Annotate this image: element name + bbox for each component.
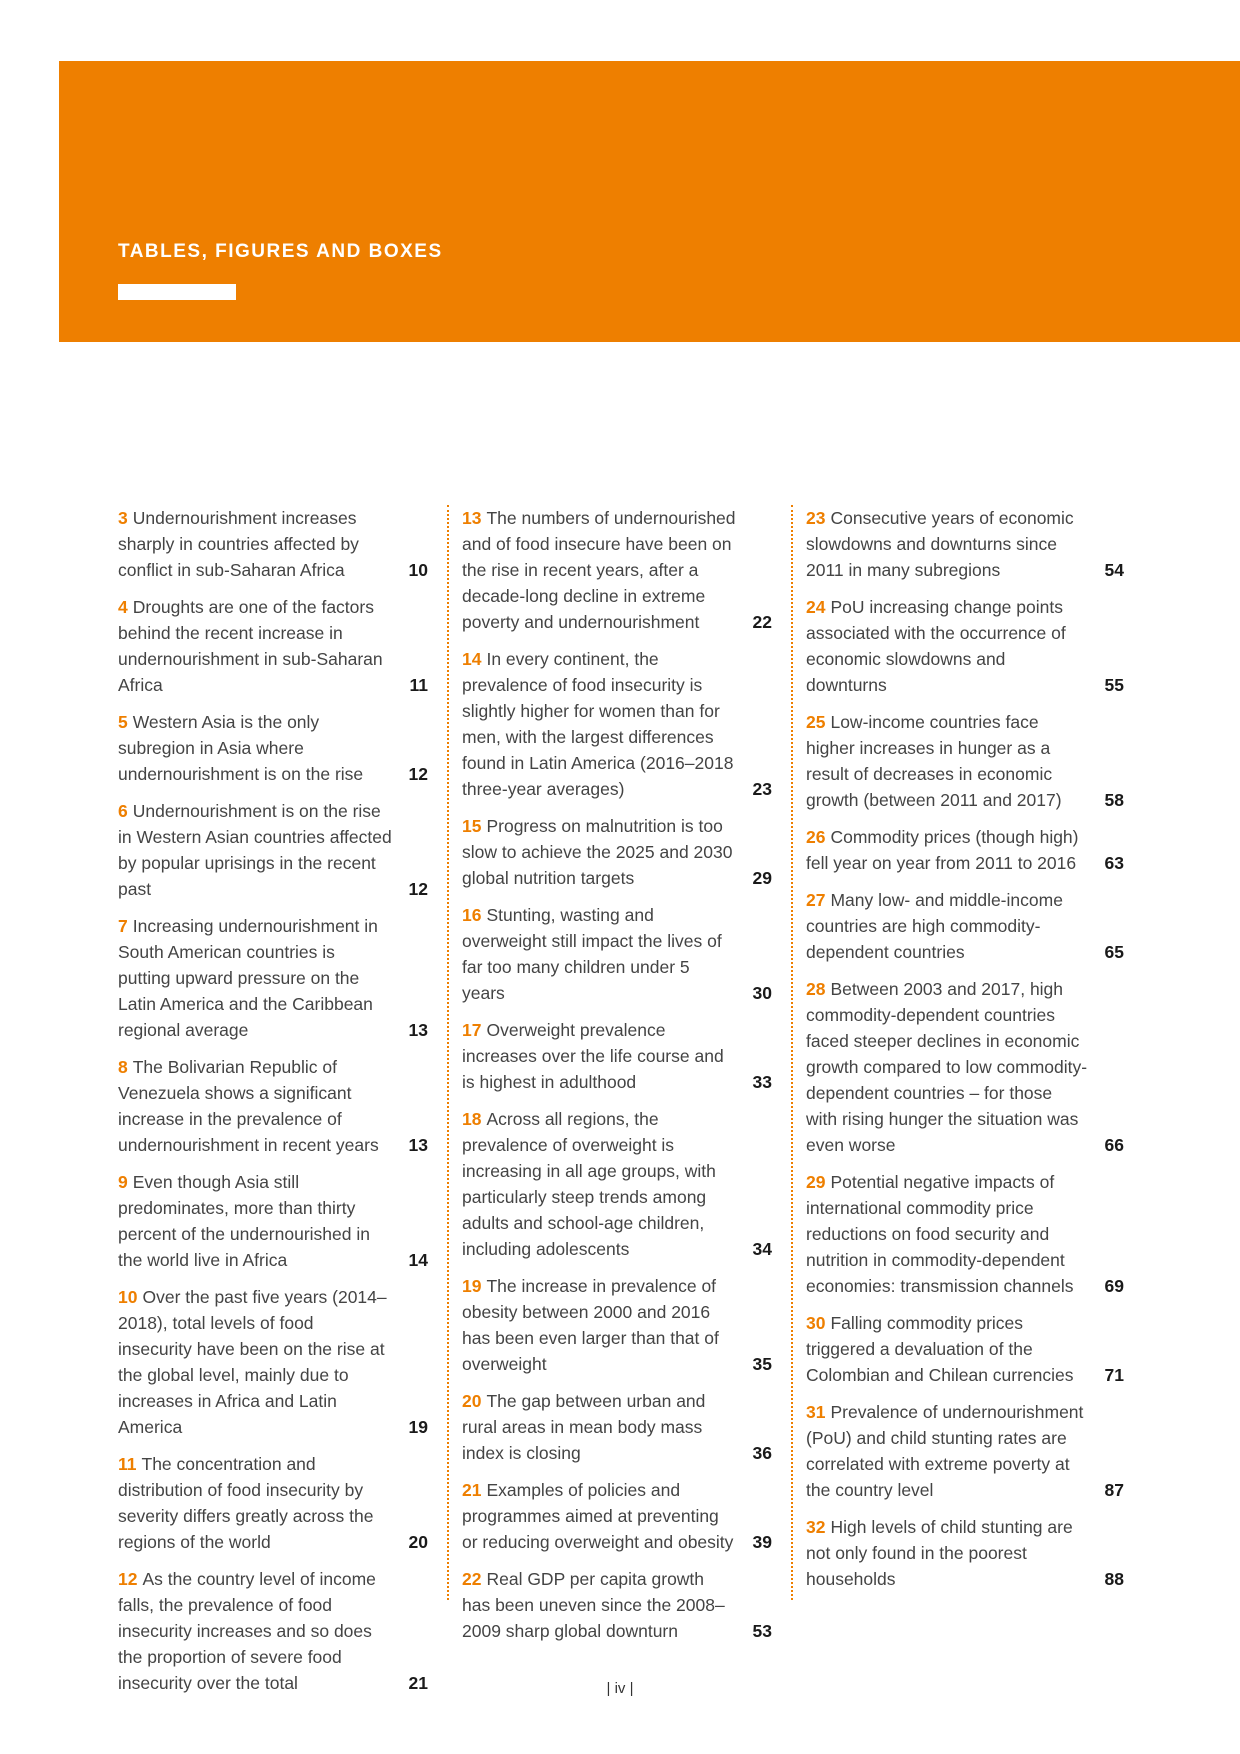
toc-entry-page: 19 xyxy=(408,1417,428,1437)
header-banner xyxy=(59,61,1240,342)
toc-entry-number: 5 xyxy=(118,712,128,732)
toc-entry[interactable] xyxy=(806,976,1124,1158)
toc-entry-title: Undernourishment is on the rise in Western Asian countries affected by popular uprisings in the recent past xyxy=(118,801,392,899)
toc-entry-page: 39 xyxy=(752,1532,772,1552)
toc-entry[interactable] xyxy=(806,1310,1124,1388)
toc-entry-page: 11 xyxy=(409,675,428,695)
toc-entry[interactable] xyxy=(806,1514,1124,1592)
toc-entry[interactable] xyxy=(806,594,1124,698)
toc-entry-number: 7 xyxy=(118,916,128,936)
toc-entry-number: 31 xyxy=(806,1402,826,1422)
toc-column-1 xyxy=(118,505,428,1707)
toc-entry-number: 22 xyxy=(462,1569,482,1589)
toc-entry-title: Overweight prevalence increases over the life course and is highest in adulthood xyxy=(462,1020,724,1092)
toc-entry-number: 14 xyxy=(462,649,482,669)
toc-entry[interactable] xyxy=(806,1169,1124,1299)
toc-entry-number: 10 xyxy=(118,1287,138,1307)
toc-entry[interactable] xyxy=(118,709,428,787)
toc-entry-number: 11 xyxy=(118,1454,137,1474)
toc-entry-page: 21 xyxy=(408,1673,428,1693)
toc-entry-number: 6 xyxy=(118,801,128,821)
toc-entry-title: Real GDP per capita growth has been uneven since the 2008–2009 sharp global downturn xyxy=(462,1569,725,1641)
title-underline-bar xyxy=(118,284,236,300)
toc-entry-page: 66 xyxy=(1104,1135,1124,1155)
toc-entry[interactable] xyxy=(806,505,1124,583)
toc-entry-title: Low-income countries face higher increases in hunger as a result of decreases in economic growth (between 2011 and 2017) xyxy=(806,712,1062,810)
toc-entry-page: 71 xyxy=(1104,1365,1124,1385)
toc-entry[interactable] xyxy=(118,913,428,1043)
toc-entry-number: 4 xyxy=(118,597,128,617)
toc-entry-title: The concentration and distribution of food insecurity by severity differs greatly across the regions of the world xyxy=(118,1454,374,1552)
toc-entry[interactable] xyxy=(118,1451,428,1555)
toc-entry-title: Across all regions, the prevalence of overweight is increasing in all age groups, with particularly steep trends among adults and school-age children, including adolescents xyxy=(462,1109,716,1259)
toc-entry-title: Progress on malnutrition is too slow to achieve the 2025 and 2030 global nutrition targets xyxy=(462,816,733,888)
toc-entry-title: The numbers of undernourished and of food insecure have been on the rise in recent years, after a decade-long decline in extreme poverty and undernourishment xyxy=(462,508,736,632)
toc-entry-page: 53 xyxy=(752,1621,772,1641)
toc-entry[interactable] xyxy=(118,1566,428,1696)
toc-entry-page: 12 xyxy=(408,764,428,784)
toc-entry-title: Many low- and middle-income countries are high commodity-dependent countries xyxy=(806,890,1063,962)
toc-entry-title: Potential negative impacts of international commodity price reductions on food security and nutrition in commodity-dependent economies: transmission channels xyxy=(806,1172,1074,1296)
toc-entry-number: 29 xyxy=(806,1172,826,1192)
toc-entry-page: 88 xyxy=(1104,1569,1124,1589)
toc-entry-title: PoU increasing change points associated with the occurrence of economic slowdowns and downturns xyxy=(806,597,1066,695)
toc-entry-page: 13 xyxy=(408,1135,428,1155)
toc-entry-number: 17 xyxy=(462,1020,482,1040)
toc-entry-title: Increasing undernourishment in South American countries is putting upward pressure on the Latin America and the Caribbean regional average xyxy=(118,916,378,1040)
toc-entry-page: 22 xyxy=(752,612,772,632)
toc-entry[interactable] xyxy=(462,1477,772,1555)
toc-entry-page: 30 xyxy=(752,983,772,1003)
toc-entry-title: Between 2003 and 2017, high commodity-dependent countries faced steeper declines in economic growth compared to low commodity-dependent countries – for those with rising hunger the situation was even worse xyxy=(806,979,1088,1155)
toc-entry-title: Droughts are one of the factors behind the recent increase in undernourishment in sub-Saharan Africa xyxy=(118,597,383,695)
toc-entry-title: Over the past five years (2014–2018), total levels of food insecurity have been on the rise at the global level, mainly due to increases in Africa and Latin America xyxy=(118,1287,387,1437)
toc-entry[interactable] xyxy=(118,1169,428,1273)
toc-entry-page: 58 xyxy=(1104,790,1124,810)
toc-entry[interactable] xyxy=(462,1566,772,1644)
toc-entry[interactable] xyxy=(806,824,1124,876)
toc-entry-title: Prevalence of undernourishment (PoU) and child stunting rates are correlated with extreme poverty at the country level xyxy=(806,1402,1084,1500)
toc-entry[interactable] xyxy=(462,505,772,635)
toc-entry-title: The Bolivarian Republic of Venezuela shows a significant increase in the prevalence of undernourishment in recent years xyxy=(118,1057,379,1155)
toc-entry-number: 3 xyxy=(118,508,128,528)
toc-entry-number: 30 xyxy=(806,1313,826,1333)
toc-entry-number: 9 xyxy=(118,1172,128,1192)
toc-entry[interactable] xyxy=(118,1284,428,1440)
toc-entry-number: 20 xyxy=(462,1391,482,1411)
toc-entry-page: 29 xyxy=(752,868,772,888)
toc-entry-page: 87 xyxy=(1104,1480,1124,1500)
toc-entry-number: 18 xyxy=(462,1109,482,1129)
toc-entry-title: Undernourishment increases sharply in countries affected by conflict in sub-Saharan Africa xyxy=(118,508,359,580)
toc-entry-page: 23 xyxy=(752,779,772,799)
toc-entry-page: 10 xyxy=(408,560,428,580)
toc-entry[interactable] xyxy=(462,646,772,802)
toc-entry-number: 32 xyxy=(806,1517,826,1537)
toc-entry-number: 24 xyxy=(806,597,826,617)
toc-entry-title: High levels of child stunting are not only found in the poorest households xyxy=(806,1517,1073,1589)
toc-entry-title: In every continent, the prevalence of food insecurity is slightly higher for women than for men, with the largest differences found in Latin America (2016–2018 three-year averages) xyxy=(462,649,734,799)
toc-entry-number: 28 xyxy=(806,979,826,999)
toc-entry-title: Even though Asia still predominates, more than thirty percent of the undernourished in the world live in Africa xyxy=(118,1172,370,1270)
toc-entry[interactable] xyxy=(462,1017,772,1095)
toc-entry[interactable] xyxy=(462,902,772,1006)
toc-entry-page: 36 xyxy=(752,1443,772,1463)
toc-entry-number: 16 xyxy=(462,905,482,925)
toc-column-3 xyxy=(806,505,1124,1603)
toc-entry-number: 27 xyxy=(806,890,826,910)
section-title: TABLES, FIGURES AND BOXES xyxy=(118,241,443,262)
page-number: | iv | xyxy=(606,1680,634,1697)
toc-entry[interactable] xyxy=(462,1273,772,1377)
toc-column-2 xyxy=(462,505,772,1655)
toc-entry[interactable] xyxy=(806,887,1124,965)
toc-entry-page: 65 xyxy=(1104,942,1124,962)
toc-entry-page: 34 xyxy=(752,1239,772,1259)
toc-entry[interactable] xyxy=(118,594,428,698)
toc-entry-page: 69 xyxy=(1104,1276,1124,1296)
toc-entry-page: 54 xyxy=(1104,560,1124,580)
toc-entry-title: Stunting, wasting and overweight still impact the lives of far too many children under 5 years xyxy=(462,905,722,1003)
toc-entry[interactable] xyxy=(118,1054,428,1158)
toc-entry-number: 13 xyxy=(462,508,482,528)
toc-entry[interactable] xyxy=(118,505,428,583)
toc-entry-title: Consecutive years of economic slowdowns and downturns since 2011 in many subregions xyxy=(806,508,1074,580)
toc-entry-title: The increase in prevalence of obesity between 2000 and 2016 has been even larger than that of overweight xyxy=(462,1276,719,1374)
toc-entry-title: Examples of policies and programmes aimed at preventing or reducing overweight and obesity xyxy=(462,1480,734,1552)
toc-entry[interactable] xyxy=(806,709,1124,813)
toc-entry-number: 21 xyxy=(462,1480,482,1500)
toc-entry-page: 35 xyxy=(752,1354,772,1374)
toc-entry[interactable] xyxy=(806,1399,1124,1503)
toc-entry-number: 19 xyxy=(462,1276,482,1296)
toc-entry-number: 15 xyxy=(462,816,482,836)
toc-entry[interactable] xyxy=(462,1106,772,1262)
toc-entry-page: 12 xyxy=(408,879,428,899)
toc-entry-title: The gap between urban and rural areas in mean body mass index is closing xyxy=(462,1391,706,1463)
toc-entry-number: 8 xyxy=(118,1057,128,1077)
toc-entry-title: As the country level of income falls, the prevalence of food insecurity increases and so does the proportion of severe food insecurity over the total xyxy=(118,1569,376,1693)
toc-entry-page: 14 xyxy=(408,1250,428,1270)
column-divider xyxy=(447,505,449,1600)
column-divider xyxy=(791,505,793,1600)
toc-entry-number: 23 xyxy=(806,508,826,528)
toc-entry-page: 13 xyxy=(408,1020,428,1040)
toc-entry-page: 63 xyxy=(1104,853,1124,873)
toc-entry[interactable] xyxy=(118,798,428,902)
toc-entry-number: 12 xyxy=(118,1569,138,1589)
toc-entry-number: 25 xyxy=(806,712,826,732)
toc-entry-number: 26 xyxy=(806,827,826,847)
toc-entry-page: 55 xyxy=(1104,675,1124,695)
toc-entry-title: Western Asia is the only subregion in Asia where undernourishment is on the rise xyxy=(118,712,364,784)
toc-entry-title: Commodity prices (though high) fell year on year from 2011 to 2016 xyxy=(806,827,1079,873)
toc-entry-page: 33 xyxy=(752,1072,772,1092)
toc-entry-page: 20 xyxy=(408,1532,428,1552)
toc-entry[interactable] xyxy=(462,1388,772,1466)
toc-entry-title: Falling commodity prices triggered a devaluation of the Colombian and Chilean currencies xyxy=(806,1313,1074,1385)
toc-entry[interactable] xyxy=(462,813,772,891)
